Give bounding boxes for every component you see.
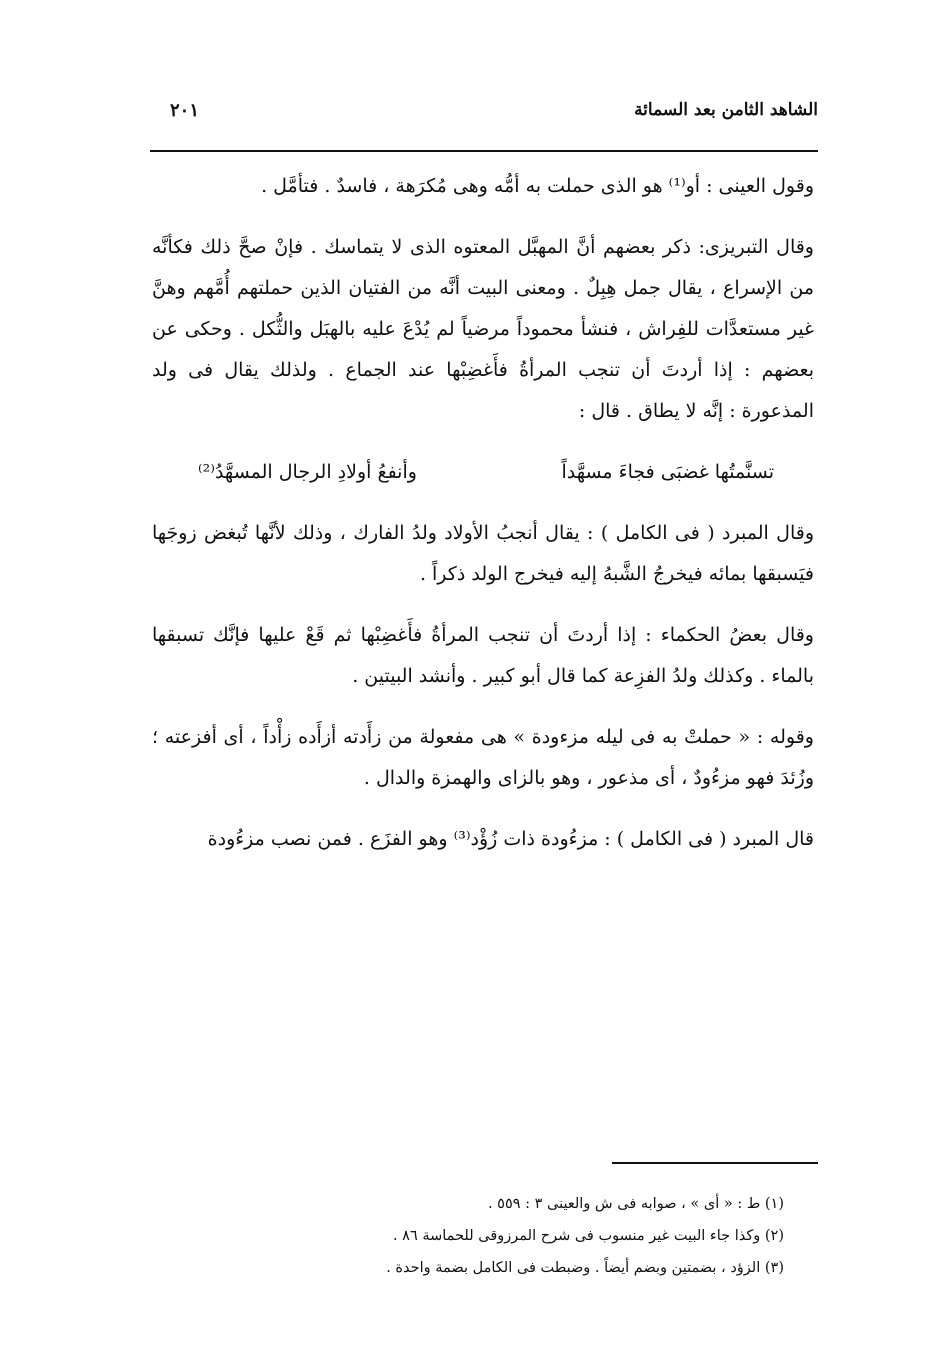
footnote-3: (٣) الزؤد ، بضمتين وبضم أيضاً . وضبطت فى الكامل بضمة واحدة . [386, 1260, 784, 1276]
paragraph-tabrizi: وقال التبريزى: ذكر بعضهم أنَّ المهبَّل المعتوه الذى لا يتماسك . فإنْ صحَّ ذلك فكأنَّه من الإسراع ، يقال جمل هِبِلٌ . ومعنى البيت أنَّه من الفتيان الذين حملتهم أُمَّهم وهنَّ غير مستعدَّات للفِراش ، فنشأ محموداً مرضياً لم يُدْعَ عليه بالهبَل والثُّكل . وحكى عن بعضهم : إذا أردتَ أن تنجب المرأةُ فأَغضِبْها عند الجماع . ولذلك يقال فى ولد المذعورة : إنَّه لا يطاق . قال : [152, 236, 814, 422]
verse-second-hemistich: وأنفعُ أولادِ الرجال المسهَّدُ⁽²⁾ [198, 461, 417, 483]
footnotes [200, 1188, 784, 1284]
page-number: ٢٠١ [170, 100, 200, 121]
running-title: الشاهد الثامن بعد السمائة [634, 100, 818, 120]
paragraph-mubarrad: وقال المبرد ( فى الكامل ) : يقال أنجبُ الأولاد ولدُ الفارك ، وذلك لأنَّها تُبغض زوجَها فيَسبقها بمائه فيخرجُ الشَّبهُ إليه فيخرج الولد ذكراً . [152, 522, 814, 585]
header-rule [150, 150, 818, 152]
page-body [152, 166, 814, 860]
page-header [150, 98, 818, 138]
paragraph-aini: وقول العينى : أو⁽¹⁾ هو الذى حملت به أمُّه وهى مُكرَهة ، فاسدٌ . فتأمَّل . [261, 175, 814, 197]
footnote-1: (١) ط : « أى » ، صوابه فى ش والعينى ٣ : ٥٥٩ . [487, 1196, 784, 1212]
paragraph-hukama: وقال بعضُ الحكماء : إذا أردتَ أن تنجب المرأةُ فأَغضِبْها ثم قَعْ عليها فإنَّك تسبقها بالماء . وكذلك ولدُ الفزِعة كما قال أبو كبير . وأنشد البيتين . [152, 624, 814, 687]
footnote-2: (٢) وكذا جاء البيت غير منسوب فى شرح المرزوقى للحماسة ٨٦ . [392, 1228, 784, 1244]
verse-first-hemistich: تسنَّمتُها غضبَى فجاءَ مسهَّداً [561, 461, 774, 483]
paragraph-mubarrad-kamil: قال المبرد ( فى الكامل ) : مزءُودة ذات زُؤْد⁽³⁾ وهو الفزَع . فمن نصب مزءُودة [207, 828, 814, 850]
paragraph-qawluhu: وقوله : « حملتْ به فى ليله مزءودة » هى مفعولة من زأَدته أزأَده زأْداً ، أى أفزعته ؛ وزُئدَ فهو مزءُودٌ ، أى مذعور ، وهو بالزاى والهمزة والدال . [152, 726, 814, 789]
verse-line [152, 452, 814, 493]
footnote-rule [612, 1162, 818, 1164]
